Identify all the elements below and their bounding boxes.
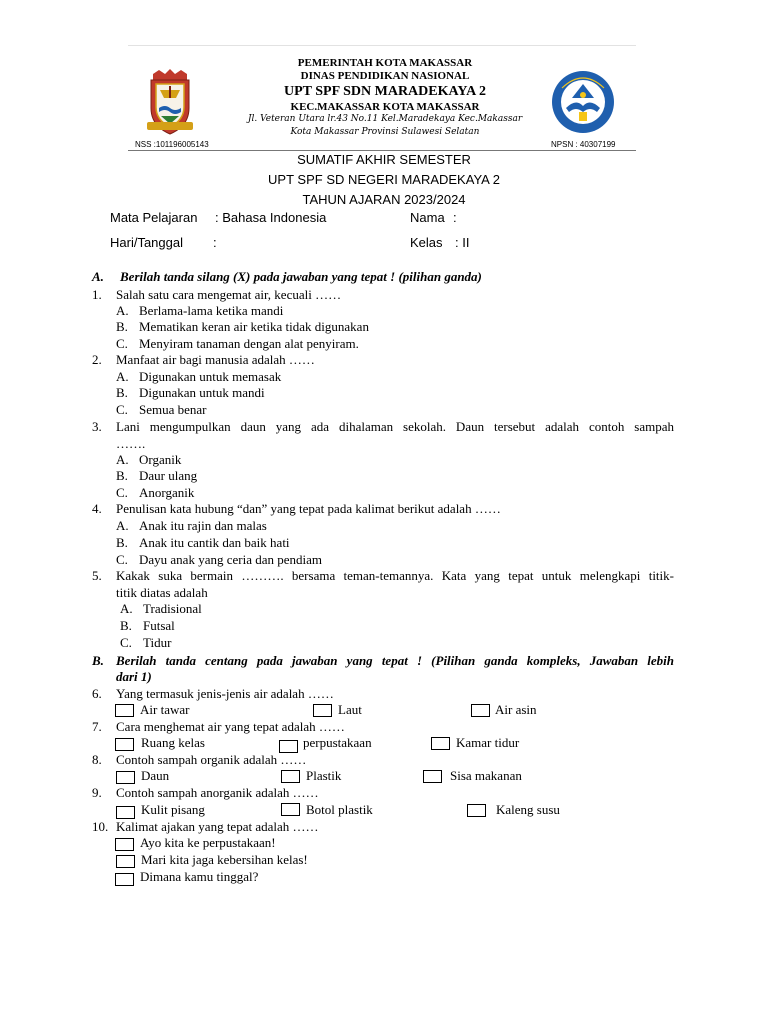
option-letter: B. [116, 535, 128, 550]
question-number: 6. [92, 686, 102, 701]
question-number: 1. [92, 287, 102, 302]
question-text: Salah satu cara mengemat air, kecuali …… [116, 287, 342, 302]
subject-label: Mata Pelajaran [110, 210, 198, 225]
exam-title: SUMATIF AKHIR SEMESTER [297, 152, 471, 167]
option-text: Air tawar [140, 702, 190, 717]
date-label: Hari/Tanggal [110, 235, 183, 250]
section-b-letter: B. [92, 653, 104, 668]
option-text: Kamar tidur [456, 735, 520, 750]
question-text: Manfaat air bagi manusia adalah …… [116, 352, 315, 367]
answer-checkbox[interactable] [115, 873, 134, 886]
option-text: Anorganik [139, 485, 195, 500]
option-text: Sisa makanan [450, 768, 522, 783]
school-name: UPT SPF SDN MARADEKAYA 2 [284, 84, 486, 99]
option-text: Botol plastik [306, 802, 373, 817]
top-divider [128, 45, 636, 46]
question-text-continued: titik diatas adalah [116, 585, 208, 600]
letterhead-text [210, 57, 560, 114]
question-text: Yang termasuk jenis-jenis air adalah …… [116, 686, 334, 701]
government-name: PEMERINTAH KOTA MAKASSAR [297, 57, 473, 69]
answer-checkbox[interactable] [281, 770, 300, 783]
question-text: Contoh sampah organik adalah …… [116, 752, 307, 767]
address-line-1: Jl. Veteran Utara lr.43 No.11 Kel.Maradekaya Kec.Makassar [247, 114, 523, 124]
option-text: Air asin [495, 702, 537, 717]
question-text: Kalimat ajakan yang tepat adalah …… [116, 819, 319, 834]
section-b-instruction: Berilah tanda centang pada jawaban yang tepat ! (Pilihan ganda kompleks, Jawaban lebih [116, 653, 674, 668]
option-letter: C. [116, 336, 128, 351]
makassar-emblem-logo [145, 68, 195, 136]
department-name: DINAS PENDIDIKAN NASIONAL [300, 70, 470, 82]
option-letter: C. [116, 485, 128, 500]
option-text: Anak itu cantik dan baik hati [139, 535, 290, 550]
option-text: Tradisional [143, 601, 202, 616]
subject-value: : Bahasa Indonesia [215, 210, 327, 225]
question-number: 8. [92, 752, 102, 767]
option-text: perpustakaan [303, 735, 372, 750]
option-text: Futsal [143, 618, 175, 633]
nss-number: NSS :101196005143 [135, 140, 209, 149]
option-text: Mari kita jaga kebersihan kelas! [141, 852, 308, 867]
option-text: Plastik [306, 768, 342, 783]
option-letter: A. [120, 601, 133, 616]
question-number: 10. [92, 819, 109, 834]
option-letter: B. [116, 468, 128, 483]
option-text: Daur ulang [139, 468, 198, 483]
answer-checkbox[interactable] [281, 803, 300, 816]
option-text: Ruang kelas [141, 735, 205, 750]
name-label: Nama [410, 210, 445, 225]
question-text: Kakak suka bermain ………. bersama teman-temannya. Kata yang tepat untuk melengkapi titik- [116, 568, 674, 583]
option-letter: A. [116, 303, 129, 318]
tut-wuri-handayani-logo [548, 68, 618, 136]
answer-checkbox[interactable] [423, 770, 442, 783]
section-b-instruction-continued: dari 1) [116, 669, 152, 684]
answer-checkbox[interactable] [467, 804, 486, 817]
district-name: KEC.MAKASSAR KOTA MAKASSAR [290, 101, 480, 113]
question-number: 3. [92, 419, 102, 434]
answer-checkbox[interactable] [115, 704, 134, 717]
option-text: Daun [141, 768, 170, 783]
option-text: Semua benar [139, 402, 207, 417]
option-letter: C. [116, 552, 128, 567]
school-address [210, 113, 560, 139]
question-text-continued: ……. [116, 436, 146, 451]
option-letter: B. [120, 618, 132, 633]
answer-checkbox[interactable] [115, 838, 134, 851]
option-text: Mematikan keran air ketika tidak digunakan [139, 319, 369, 334]
option-text: Berlama-lama ketika mandi [139, 303, 284, 318]
letterhead [0, 0, 768, 152]
answer-checkbox[interactable] [471, 704, 490, 717]
answer-checkbox[interactable] [116, 806, 135, 819]
option-text: Kaleng susu [496, 802, 560, 817]
option-letter: B. [116, 385, 128, 400]
option-letter: A. [116, 369, 129, 384]
question-number: 5. [92, 568, 102, 583]
name-colon: : [453, 210, 457, 225]
question-text: Penulisan kata hubung “dan” yang tepat pada kalimat berikut adalah …… [116, 501, 501, 516]
option-text: Ayo kita ke perpustakaan! [140, 835, 276, 850]
answer-checkbox[interactable] [431, 737, 450, 750]
option-text: Organik [139, 452, 182, 467]
date-colon: : [213, 235, 217, 250]
option-text: Menyiram tanaman dengan alat penyiram. [139, 336, 359, 351]
option-text: Anak itu rajin dan malas [139, 518, 267, 533]
answer-checkbox[interactable] [116, 771, 135, 784]
question-number: 7. [92, 719, 102, 734]
option-letter: B. [116, 319, 128, 334]
option-letter: C. [120, 635, 132, 650]
option-letter: A. [116, 452, 129, 467]
class-value: : II [455, 235, 470, 250]
class-label: Kelas [410, 235, 443, 250]
answer-checkbox[interactable] [116, 855, 135, 868]
option-text: Kulit pisang [141, 802, 205, 817]
option-text: Tidur [143, 635, 172, 650]
option-text: Digunakan untuk memasak [139, 369, 282, 384]
exam-school: UPT SPF SD NEGERI MARADEKAYA 2 [268, 172, 500, 187]
question-text: Contoh sampah anorganik adalah …… [116, 785, 319, 800]
option-letter: C. [116, 402, 128, 417]
exam-year: TAHUN AJARAN 2023/2024 [302, 192, 466, 207]
option-text: Dimana kamu tinggal? [140, 869, 259, 884]
letterhead-rule [128, 150, 636, 151]
question-text: Cara menghemat air yang tepat adalah …… [116, 719, 345, 734]
question-number: 4. [92, 501, 102, 516]
answer-checkbox[interactable] [313, 704, 332, 717]
section-a-letter: A. [92, 269, 104, 284]
question-text: Lani mengumpulkan daun yang ada dihalaman sekolah. Daun tersebut adalah contoh sampah [116, 419, 674, 434]
answer-checkbox[interactable] [115, 738, 134, 751]
section-a-instruction: Berilah tanda silang (X) pada jawaban yang tepat ! (pilihan ganda) [120, 269, 482, 284]
question-number: 9. [92, 785, 102, 800]
npsn-number: NPSN : 40307199 [551, 140, 616, 149]
option-text: Digunakan untuk mandi [139, 385, 265, 400]
option-text: Laut [338, 702, 362, 717]
question-number: 2. [92, 352, 102, 367]
address-line-2: Kota Makassar Provinsi Sulawesi Selatan [290, 127, 480, 137]
option-text: Dayu anak yang ceria dan pendiam [139, 552, 323, 567]
option-letter: A. [116, 518, 129, 533]
